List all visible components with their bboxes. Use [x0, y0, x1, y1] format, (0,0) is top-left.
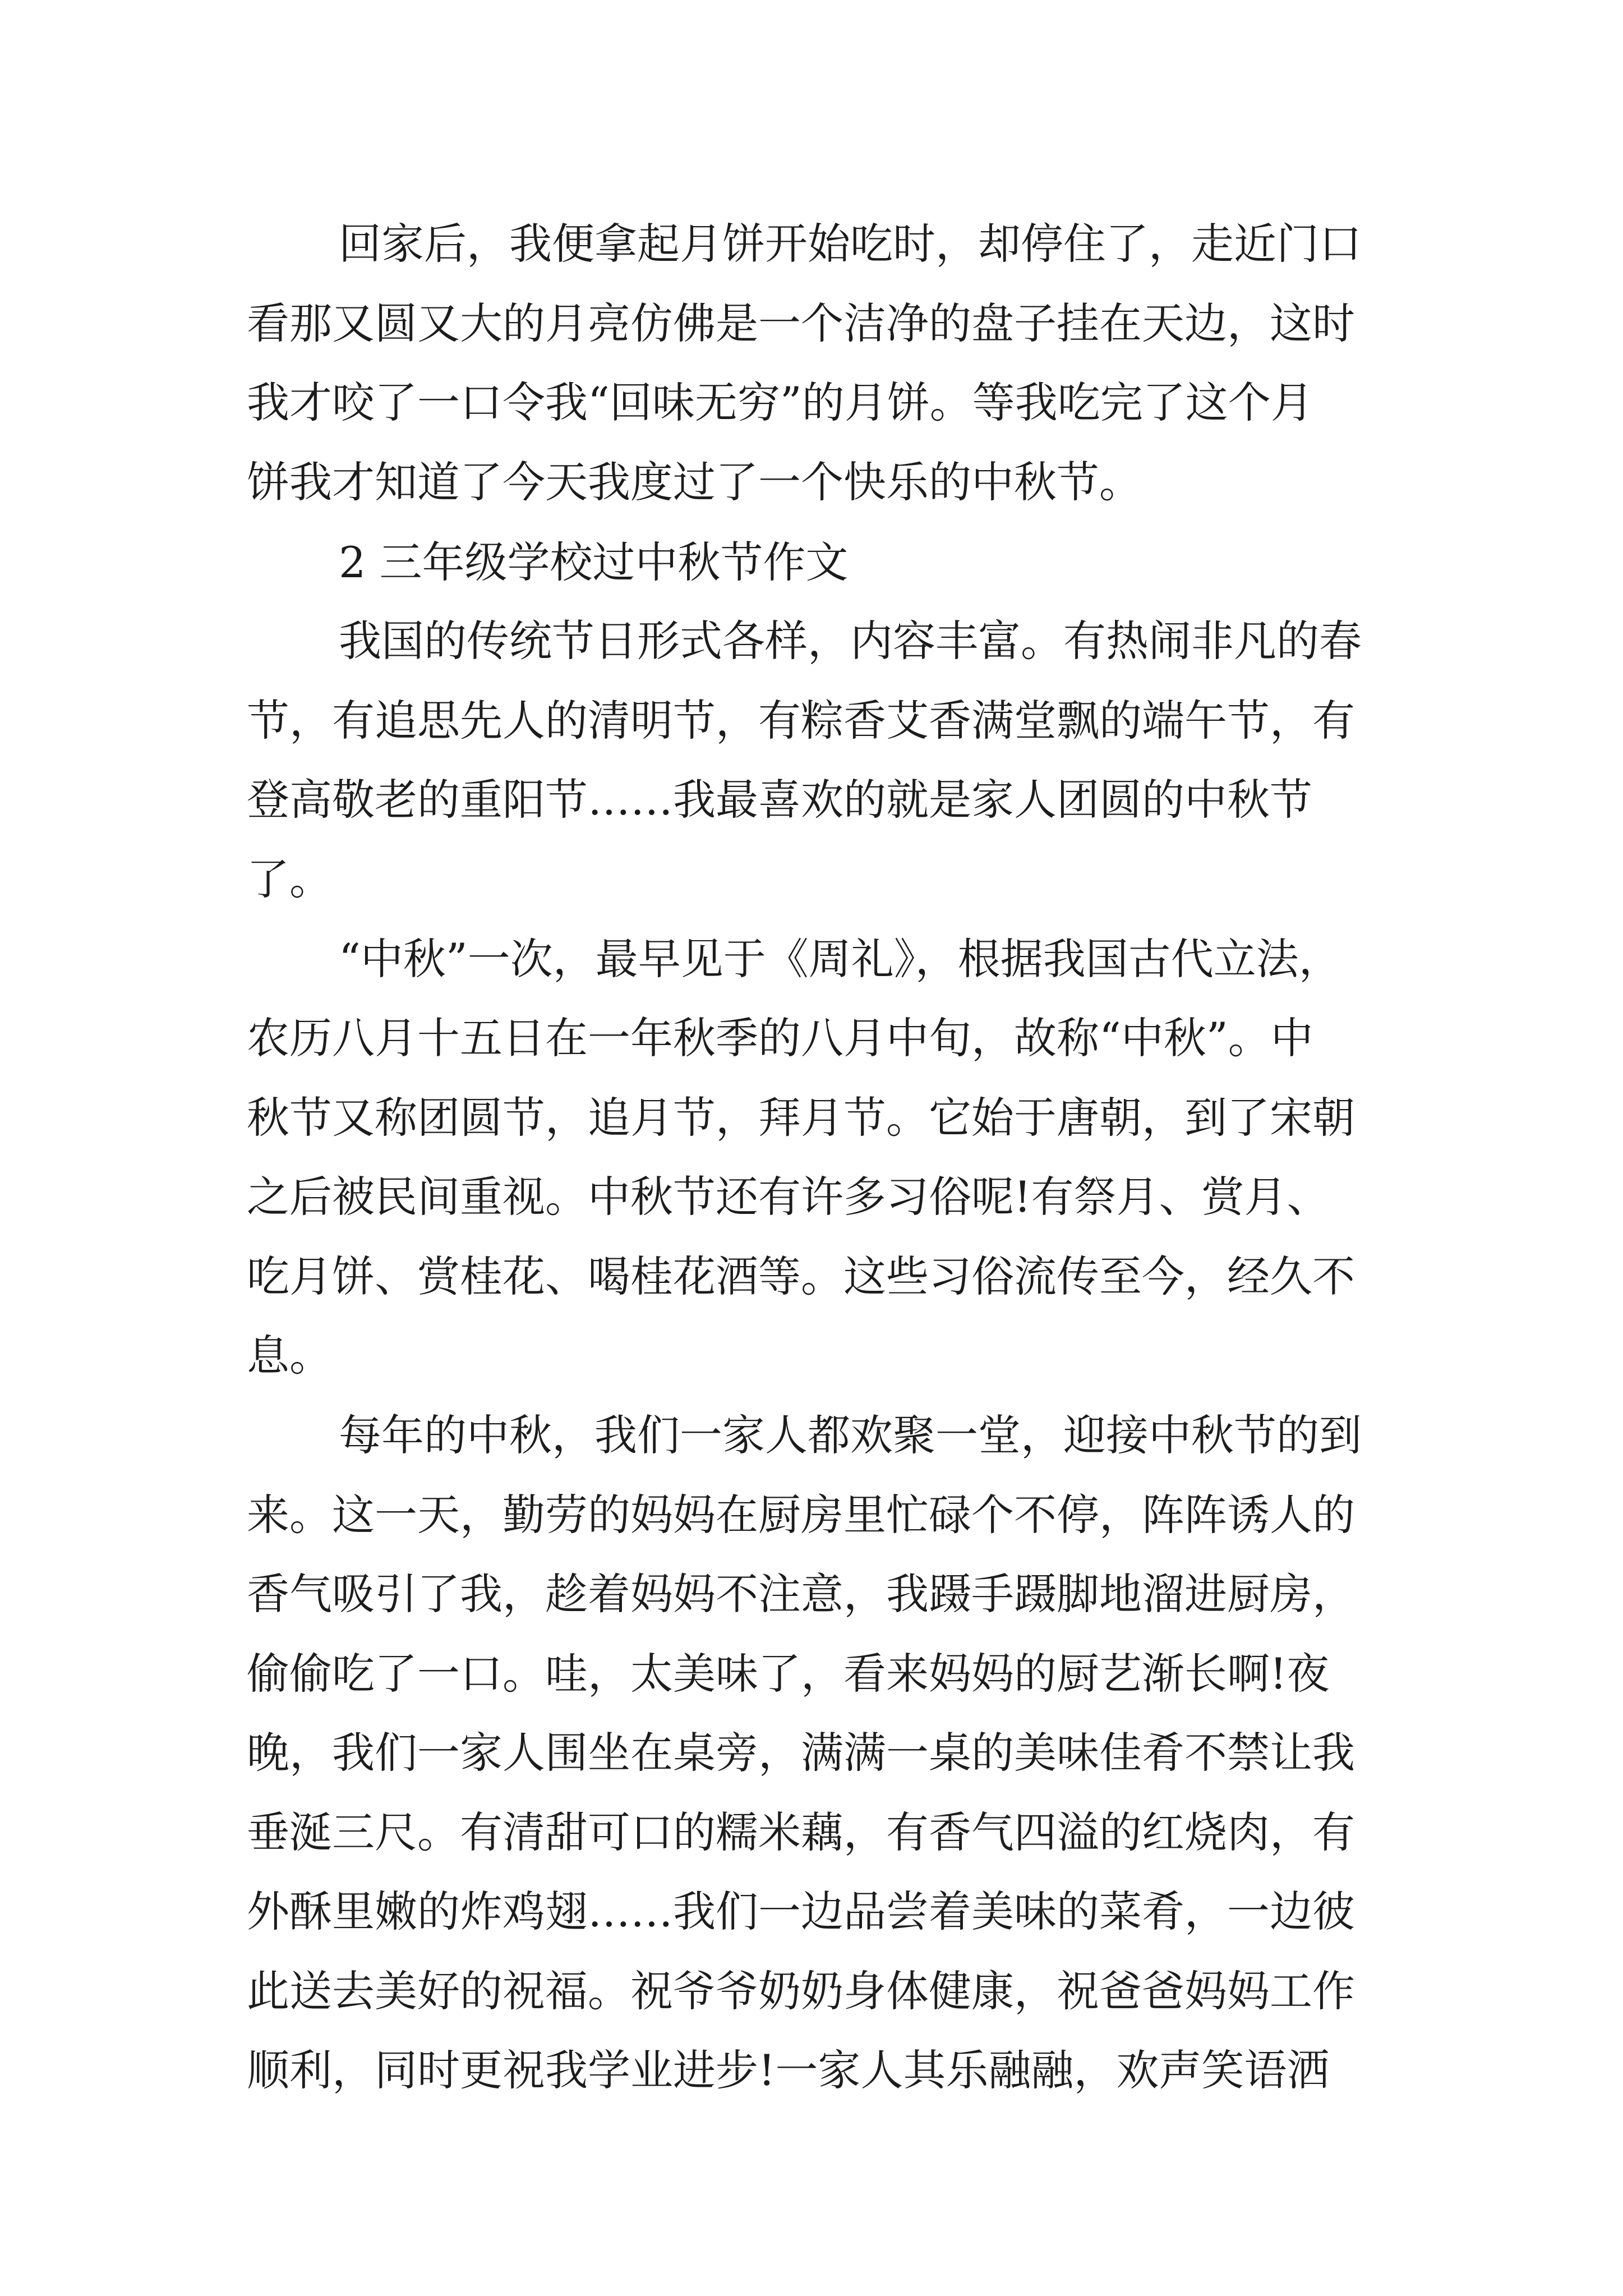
text-line: 秋节又称团圆节，追月节，拜月节。它始于唐朝，到了宋朝	[247, 1093, 1355, 1143]
text-line: 偷偷吃了一口。哇，太美味了，看来妈妈的厨艺渐长啊!夜	[247, 1649, 1330, 1699]
text-line: 农历八月十五日在一年秋季的八月中旬，故称“中秋”。中	[247, 1013, 1313, 1063]
text-line: 了。	[247, 854, 332, 904]
text-line: 登高敬老的重阳节……我最喜欢的就是家人团圆的中秋节	[247, 775, 1312, 825]
section-heading: 2 三年级学校过中秋节作文	[339, 537, 849, 587]
text-line: 我国的传统节日形式各样，内容丰富。有热闹非凡的春	[339, 616, 1362, 666]
text-line: 回家后，我便拿起月饼开始吃时，却停住了，走近门口	[339, 219, 1362, 269]
text-line: 香气吸引了我，趁着妈妈不注意，我蹑手蹑脚地溜进厨房，	[247, 1569, 1355, 1619]
text-line: 外酥里嫩的炸鸡翅……我们一边品尝着美味的菜肴，一边彼	[247, 1887, 1355, 1936]
text-line: 此送去美好的祝福。祝爷爷奶奶身体健康，祝爸爸妈妈工作	[247, 1966, 1355, 2016]
text-line: 息。	[247, 1331, 332, 1381]
text-line: 之后被民间重视。中秋节还有许多习俗呢!有祭月、赏月、	[247, 1172, 1330, 1222]
text-line: 饼我才知道了今天我度过了一个快乐的中秋节。	[247, 457, 1142, 507]
text-line: 晚，我们一家人围坐在桌旁，满满一桌的美味佳肴不禁让我	[247, 1728, 1355, 1778]
text-line: 每年的中秋，我们一家人都欢聚一堂，迎接中秋节的到	[339, 1410, 1362, 1460]
text-line: 吃月饼、赏桂花、喝桂花酒等。这些习俗流传至今，经久不	[247, 1251, 1355, 1301]
text-line: 看那又圆又大的月亮仿佛是一个洁净的盘子挂在天边，这时	[247, 298, 1355, 348]
text-line: 来。这一天，勤劳的妈妈在厨房里忙碌个不停，阵阵诱人的	[247, 1490, 1355, 1540]
text-line: 我才咬了一口令我“回味无穷”的月饼。等我吃完了这个月	[247, 378, 1313, 427]
text-line: 垂涎三尺。有清甜可口的糯米藕，有香气四溢的红烧肉，有	[247, 1807, 1355, 1857]
text-line: 顺利，同时更祝我学业进步!一家人其乐融融，欢声笑语洒	[247, 2045, 1330, 2095]
text-line: 节，有追思先人的清明节，有粽香艾香满堂飘的端午节，有	[247, 696, 1355, 746]
text-line: “中秋”一次，最早见于《周礼》，根据我国古代立法，	[339, 934, 1341, 984]
